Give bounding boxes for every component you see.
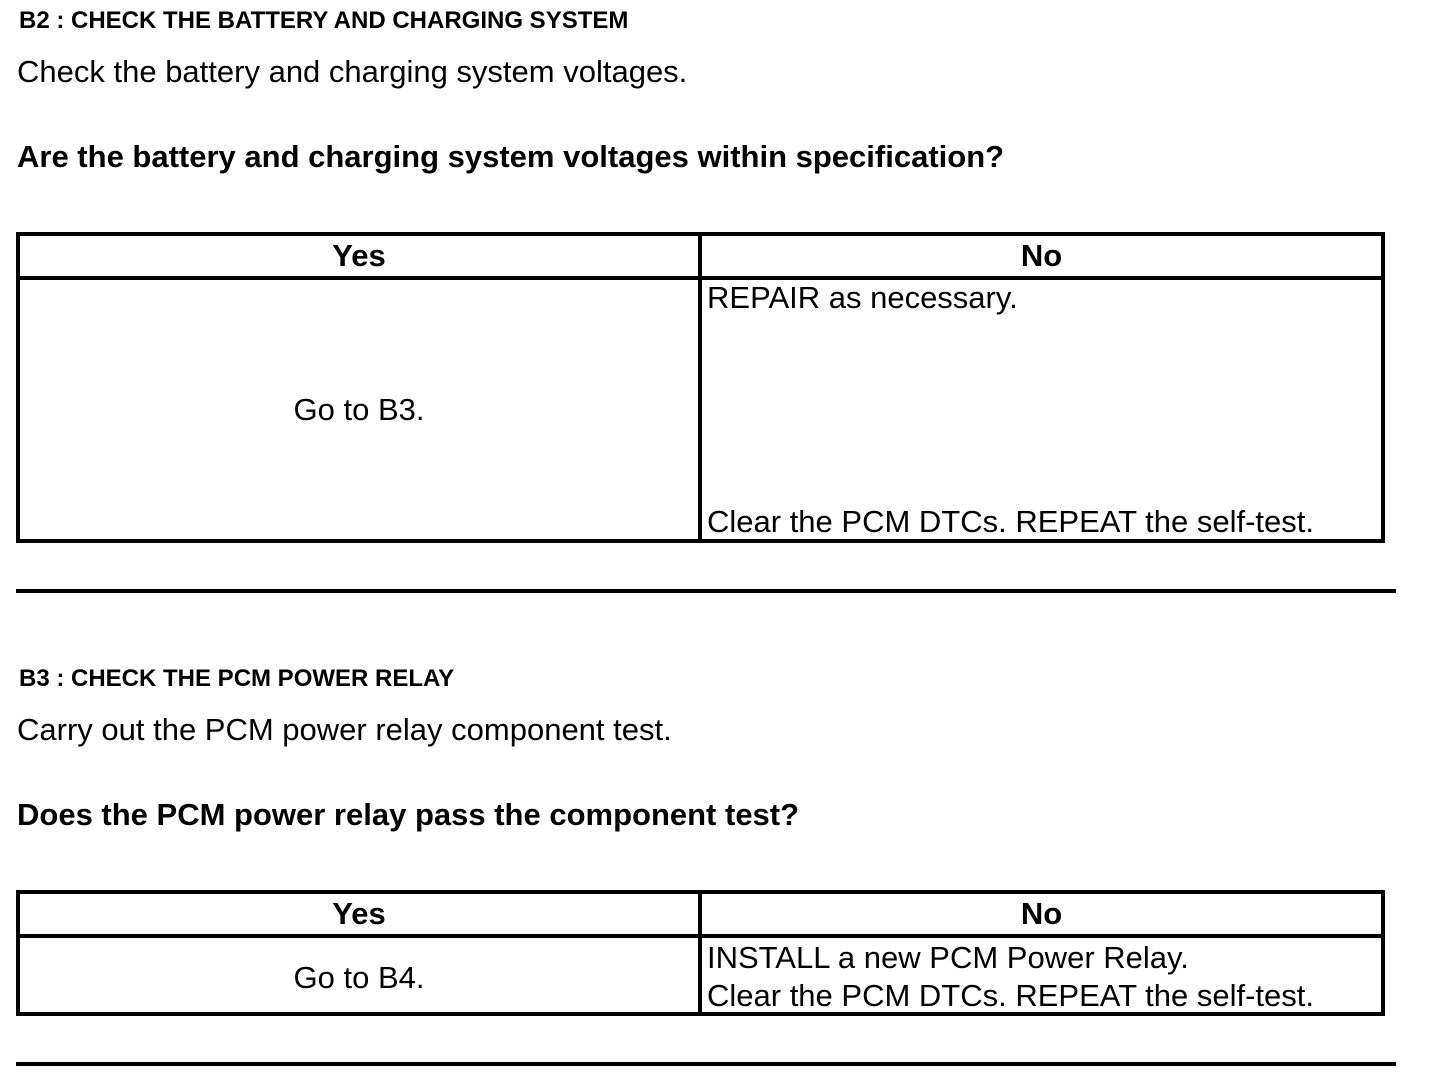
step-b3-answer-table [16, 890, 1385, 1016]
table-column-divider [698, 236, 702, 539]
section-divider [16, 589, 1396, 593]
step-b3-heading: B3 : CHECK THE PCM POWER RELAY [19, 665, 455, 692]
step-b3-instruction: Carry out the PCM power relay component test. [17, 712, 672, 747]
section-divider [16, 1062, 1396, 1066]
step-b2-instruction: Check the battery and charging system voltages. [17, 54, 688, 89]
yes-column-header: Yes [332, 238, 386, 273]
step-b2-heading: B2 : CHECK THE BATTERY AND CHARGING SYSTEM [19, 7, 629, 34]
yes-action-cell: Go to B4. [293, 960, 425, 995]
no-action-line: Clear the PCM DTCs. REPEAT the self-test. [707, 504, 1314, 539]
step-b3-question: Does the PCM power relay pass the component test? [17, 797, 800, 832]
yes-column-header: Yes [332, 896, 386, 931]
table-header-divider [20, 934, 1381, 938]
step-b2-question: Are the battery and charging system voltages within specification? [17, 139, 1005, 174]
no-action-line: REPAIR as necessary. [707, 280, 1018, 315]
no-action-line: INSTALL a new PCM Power Relay. [707, 940, 1189, 975]
step-b2-answer-table [16, 232, 1385, 543]
no-column-header: No [1020, 896, 1063, 931]
yes-action-cell: Go to B3. [293, 392, 425, 427]
no-column-header: No [1020, 238, 1063, 273]
table-header-divider [20, 276, 1381, 280]
no-action-line: Clear the PCM DTCs. REPEAT the self-test. [707, 978, 1314, 1013]
